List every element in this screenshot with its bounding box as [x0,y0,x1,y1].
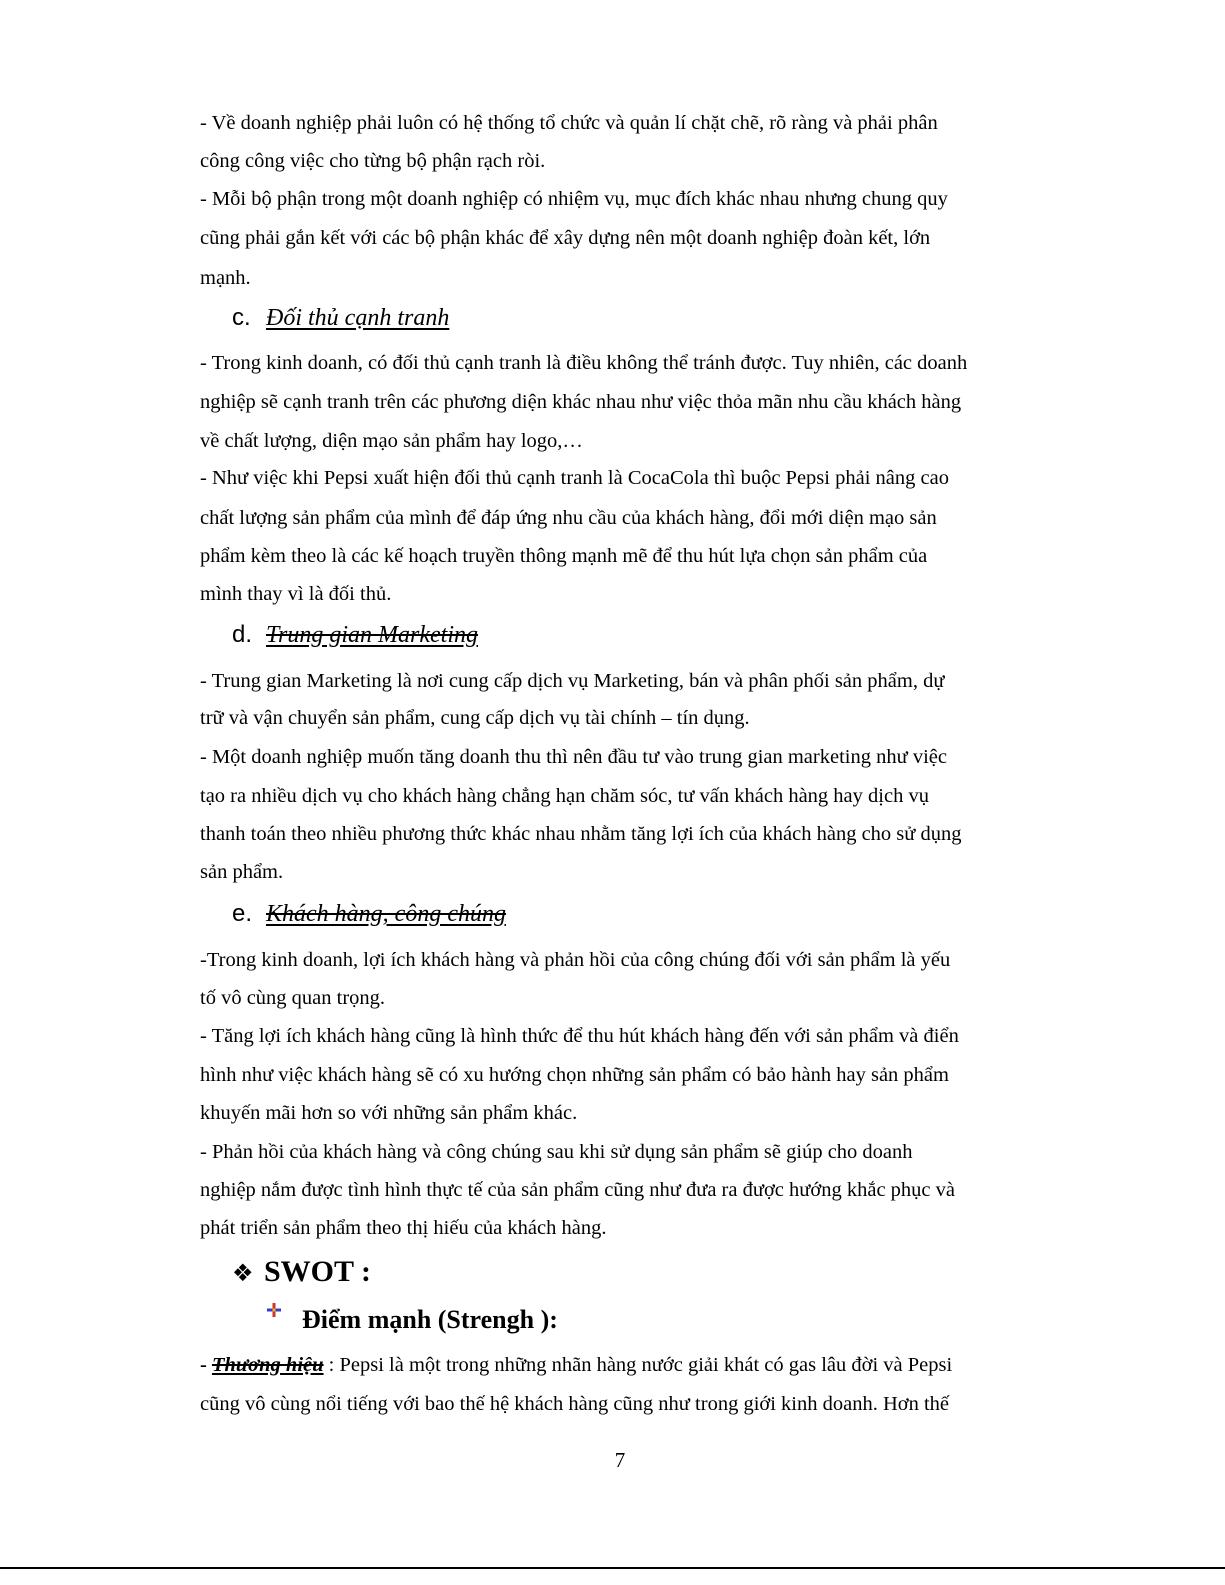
text-line: mạnh. [200,267,251,289]
swot-heading [232,1254,371,1291]
text-line: tạo ra nhiều dịch vụ cho khách hàng chẳng hạn chăm sóc, tư vấn khách hàng hay dịch vụ [200,785,929,807]
text-line: phát triển sản phẩm theo thị hiếu của khách hàng. [200,1217,607,1239]
text-line [200,1351,1050,1379]
text-line: khuyến mãi hơn so với những sản phẩm khác. [200,1102,578,1124]
strength-heading [266,1304,558,1336]
text-line: sản phẩm. [200,861,284,883]
heading-title: Trung gian Marketing [266,622,479,648]
text-line: nghiệp sẽ cạnh tranh trên các phương diện khác nhau như việc thỏa mãn nhu cầu khách hàng [200,391,962,413]
strength-text: : Pepsi là một trong những nhãn hàng nước giải khát có gas lâu đời và Pepsi [323,1354,953,1376]
text-line: - Như việc khi Pepsi xuất hiện đối thủ cạnh tranh là CocaCola thì buộc Pepsi phải nâng cao [200,467,949,489]
text-line: về chất lượng, diện mạo sản phẩm hay logo,… [200,430,583,452]
text-line: - Trong kinh doanh, có đối thủ cạnh tranh là điều không thể tránh được. Tuy nhiên, các doanh [200,352,968,374]
heading-title: Khách hàng, công chúng [266,901,506,927]
plus-bullet-icon [266,1294,302,1326]
text-line: cũng phải gắn kết với các bộ phận khác để xây dựng nên một doanh nghiệp đoàn kết, lớn [200,227,931,249]
plus-bullet-glyph [266,1302,282,1318]
text-line: tố vô cùng quan trọng. [200,987,386,1009]
section-heading-c [232,303,449,333]
text-line: trữ và vận chuyển sản phẩm, cung cấp dịch vụ tài chính – tín dụng. [200,707,750,729]
page-number: 7 [614,1448,626,1472]
text-line: phẩm kèm theo là các kế hoạch truyền thông mạnh mẽ để thu hút lựa chọn sản phẩm của [200,545,928,567]
text-line: - Một doanh nghiệp muốn tăng doanh thu thì nên đầu tư vào trung gian marketing như việc [200,746,947,768]
page-bottom-border [0,1567,1225,1569]
dash-prefix: - [200,1354,212,1376]
section-heading-e [232,899,506,929]
text-line: - Tăng lợi ích khách hàng cũng là hình thức để thu hút khách hàng đến với sản phẩm và điển [200,1025,959,1047]
text-line: mình thay vì là đối thủ. [200,583,392,605]
text-line: - Về doanh nghiệp phải luôn có hệ thống tổ chức và quản lí chặt chẽ, rõ ràng và phải phân [200,112,938,134]
text-line: chất lượng sản phẩm của mình để đáp ứng nhu cầu của khách hàng, đổi mới diện mạo sản [200,507,937,529]
text-line: -Trong kinh doanh, lợi ích khách hàng và phản hồi của công chúng đối với sản phẩm là yếu [200,949,951,971]
text-line: nghiệp nắm được tình hình thực tế của sản phẩm cũng như đưa ra được hướng khắc phục và [200,1179,955,1201]
heading-title: Đối thủ cạnh tranh [266,305,450,331]
heading-letter: e. [232,900,253,927]
heading-letter: d. [232,621,253,648]
strength-label: Thương hiệu [211,1354,324,1376]
text-line: - Phản hồi của khách hàng và công chúng sau khi sử dụng sản phẩm sẽ giúp cho doanh [200,1141,913,1163]
text-line: cũng vô cùng nổi tiếng với bao thế hệ khách hàng cũng như trong giới kinh doanh. Hơn thế [200,1393,950,1415]
text-line: công công việc cho từng bộ phận rạch ròi. [200,150,546,172]
text-line: thanh toán theo nhiều phương thức khác nhau nhằm tăng lợi ích của khách hàng cho sử dụng [200,823,962,845]
heading-letter: c. [232,304,251,331]
text-line: hình như việc khách hàng sẽ có xu hướng chọn những sản phẩm có bảo hành hay sản phẩm [200,1064,949,1086]
section-heading-d [232,620,478,650]
text-line: - Mỗi bộ phận trong một doanh nghiệp có nhiệm vụ, mục đích khác nhau nhưng chung quy [200,188,948,210]
diamond-bullet-icon: ❖ [232,1259,254,1287]
text-line: - Trung gian Marketing là nơi cung cấp dịch vụ Marketing, bán và phân phối sản phẩm, dự [200,670,945,692]
strength-title: Điểm mạnh (Strengh ): [302,1305,558,1334]
swot-title: SWOT : [264,1255,371,1288]
